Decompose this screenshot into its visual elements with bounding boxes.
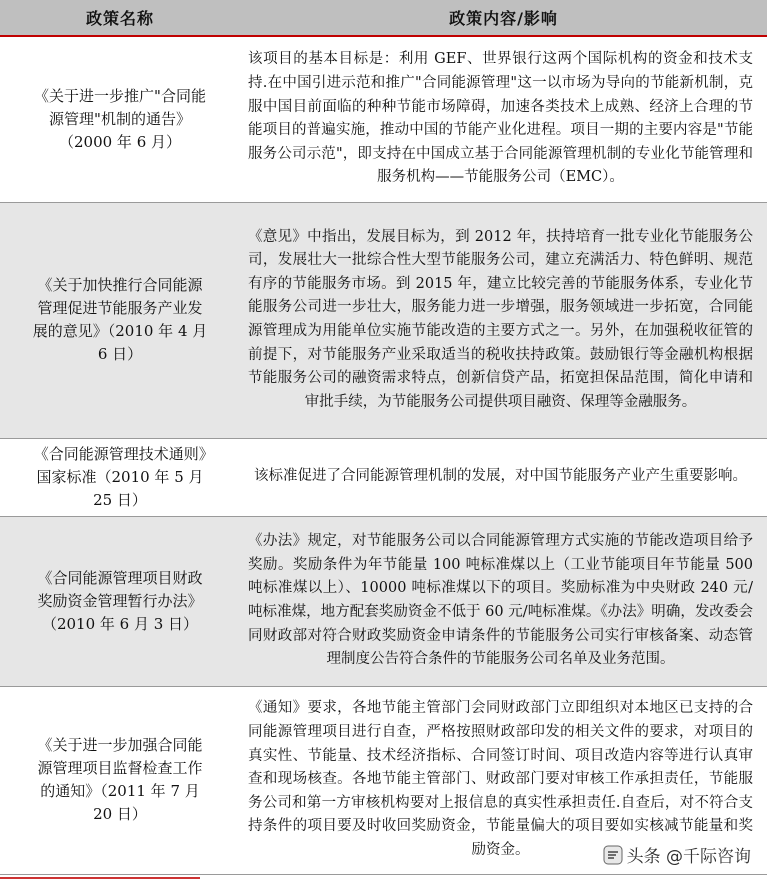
policy-name: 《关于加快推行合同能源管理促进节能服务产业发展的意见》（2010 年 4 月 6 日） (0, 202, 240, 438)
table-row (0, 202, 767, 438)
table-row (0, 438, 767, 516)
table-row (0, 516, 767, 686)
watermark-text: 头条 @千际咨询 (626, 847, 751, 867)
policy-name: 《合同能源管理项目财政奖励资金管理暂行办法》（2010 年 6 月 3 日） (0, 516, 240, 686)
footer-rule (0, 877, 200, 879)
policy-name: 《关于进一步加强合同能源管理项目监督检查工作的通知》（2011 年 7 月 20 日） (0, 686, 240, 874)
policy-name: 《关于进一步推广"合同能源管理"机制的通告》（2000 年 6 月） (0, 36, 240, 202)
policy-name: 《合同能源管理技术通则》国家标准（2010 年 5 月 25 日） (0, 438, 240, 516)
policy-content: 《办法》规定，对节能服务公司以合同能源管理方式实施的节能改造项目给予奖励。奖励条件为年节能量 100 吨标准煤以上（工业节能项目年节能量 500 吨标准煤以上）、10000 吨标准煤以下的项目。奖励标准为中央财政 240 元/吨标准煤，地方配套奖励资金不低于 60 元/吨标准煤。《办法》明确，发改委会同财政部对符合财政奖励资金申请条件的节能服务公司实行审核备案、动态管理制度公告符合条件的节能服务公司名单及业务范围。 (240, 516, 767, 686)
policy-content: 《通知》要求，各地节能主管部门会同财政部门立即组织对本地区已支持的合同能源管理项目进行自查，严格按照财政部印发的相关文件的要求，对项目的真实性、节能量、技术经济指标、合同签订时间、项目改造内容等进行认真审查和现场核查。各地节能主管部门、财政部门要对审核工作承担责任，节能服务公司和第一方审核机构要对上报信息的真实性承担责任.自查后，对不符合支持条件的项目要及时收回奖励资金，节能量偏大的项目要如实核减节能量和奖励资金。 (240, 686, 767, 874)
policy-content: 该项目的基本目标是：利用 GEF、世界银行这两个国际机构的资金和技术支持.在中国引进示范和推广"合同能源管理"这一以市场为导向的节能新机制，克服中国目前面临的种种节能市场障碍，加速各类技术上成熟、经济上合理的节能项目的普遍实施，推动中国的节能产业化进程。项目一期的主要内容是"节能服务公司示范"，即支持在中国成立基于合同能源管理机制的专业化节能管理和服务机构——节能服务公司（EMC）。 (240, 36, 767, 202)
toutiao-logo-icon (603, 845, 623, 865)
table-row (0, 36, 767, 202)
table-header (0, 0, 767, 36)
policy-content: 该标准促进了合同能源管理机制的发展，对中国节能服务产业产生重要影响。 (240, 438, 767, 516)
header-policy-name: 政策名称 (0, 0, 240, 36)
watermark (601, 842, 753, 867)
header-policy-content: 政策内容/影响 (240, 0, 767, 36)
policy-content: 《意见》中指出，发展目标为，到 2012 年，扶持培育一批专业化节能服务公司，发展壮大一批综合性大型节能服务公司，建立充满活力、特色鲜明、规范有序的节能服务市场。到 2015 年，建立比较完善的节能服务体系，专业化节能服务公司进一步壮大，服务能力进一步增强，服务领域进一步拓宽，合同能源管理成为用能单位实施节能改造的主要方式之一。另外，在加强税收征管的前提下，对节能服务产业采取适当的税收扶持政策。鼓励银行等金融机构根据节能服务公司的融资需求特点，创新信贷产品，拓宽担保品范围，简化申请和审批手续，为节能服务公司提供项目融资、保理等金融服务。 (240, 202, 767, 438)
